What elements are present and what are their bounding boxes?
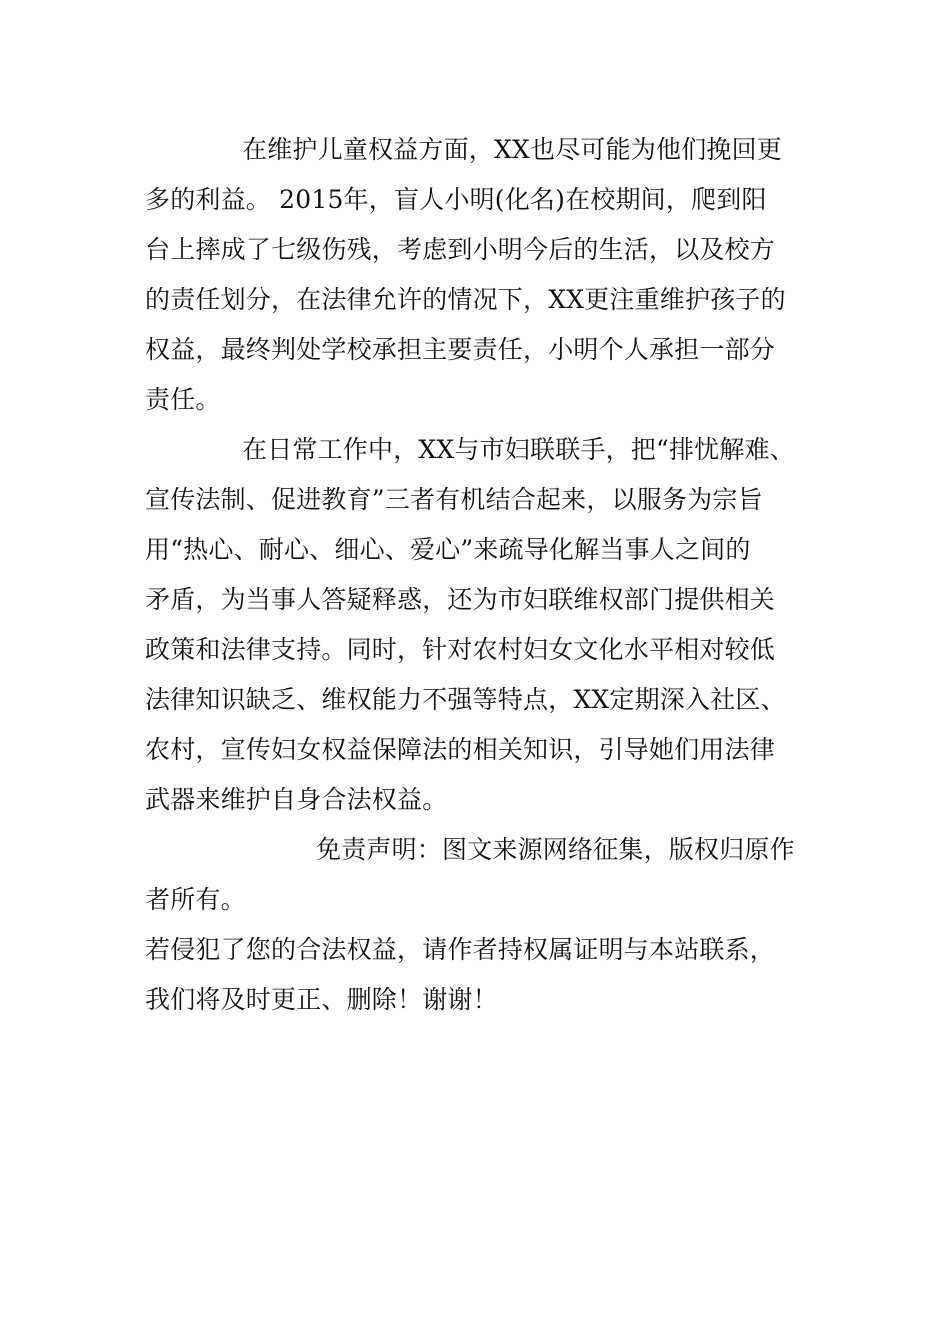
- paragraph-2-line-1: 在日常工作中，XX与市妇联联手，把“排忧解难、: [242, 435, 795, 464]
- paragraph-1-line-4: 的责任划分，在法律允许的情况下，XX更注重维护孩子的: [145, 285, 786, 314]
- paragraph-2-line-5: 政策和法律支持。同时，针对农村妇女文化水平相对较低: [145, 635, 776, 664]
- paragraph-2-line-7: 农村，宣传妇女权益保障法的相关知识，引导她们用法律: [145, 735, 776, 764]
- disclaimer-line-1: 免责声明：图文来源网络征集，版权归原作: [316, 835, 795, 864]
- paragraph-2-line-4: 矛盾，为当事人答疑释惑，还为市妇联维权部门提供相关: [145, 585, 776, 614]
- paragraph-2-line-8: 武器来维护自身合法权益。: [145, 785, 448, 814]
- paragraph-1-line-2: 多的利益。 2015年，盲人小明(化名)在校期间，爬到阳: [145, 185, 767, 214]
- disclaimer-line-4: 我们将及时更正、删除！谢谢！: [145, 985, 498, 1014]
- paragraph-2-line-3: 用“热心、耐心、细心、爱心”来疏导化解当事人之间的: [145, 535, 751, 564]
- paragraph-2-line-6: 法律知识缺乏、维权能力不强等特点，XX定期深入社区、: [145, 685, 786, 714]
- paragraph-1-line-5: 权益，最终判处学校承担主要责任，小明个人承担一部分: [145, 335, 776, 364]
- disclaimer-line-3: 若侵犯了您的合法权益，请作者持权属证明与本站联系，: [145, 935, 776, 964]
- paragraph-1-line-1: 在维护儿童权益方面，XX也尽可能为他们挽回更: [242, 135, 782, 164]
- paragraph-1-line-3: 台上摔成了七级伤残，考虑到小明今后的生活，以及校方: [145, 235, 776, 264]
- paragraph-1-line-6: 责任。: [145, 385, 221, 414]
- disclaimer-line-2: 者所有。: [145, 885, 246, 914]
- paragraph-2-line-2: 宣传法制、促进教育”三者有机结合起来，以服务为宗旨: [145, 485, 763, 514]
